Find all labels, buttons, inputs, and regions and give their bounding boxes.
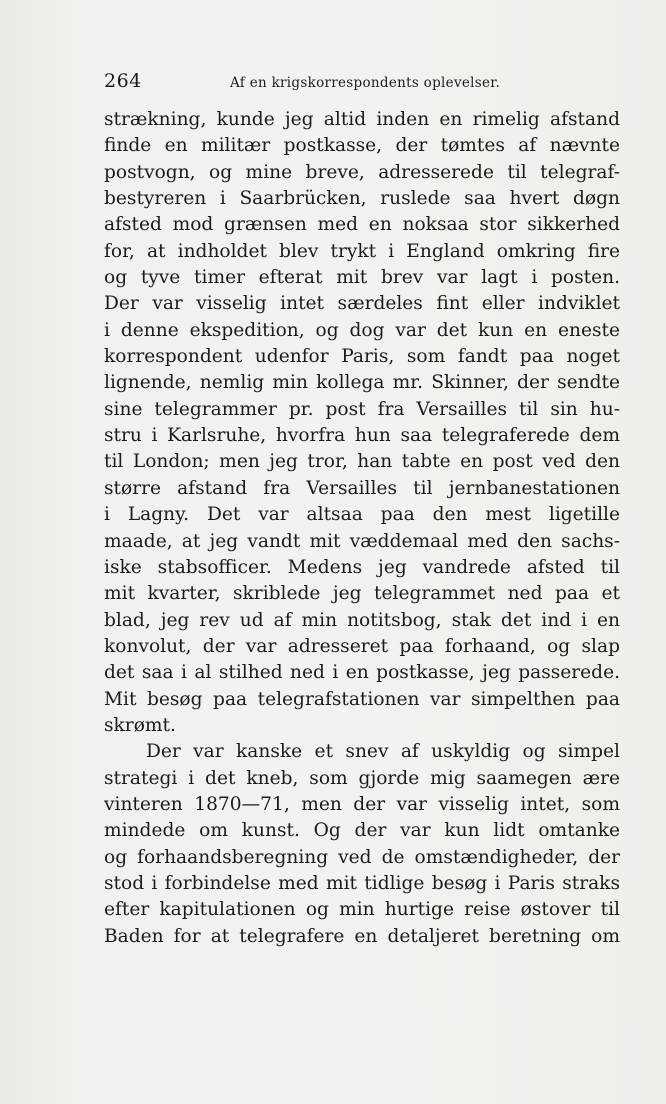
text-line: finde en militær postkasse, der tømtes af nævnte (104, 135, 620, 157)
text-line: korrespondent udenfor Paris, som fandt paa noget (104, 346, 620, 368)
text-line: skrømt. (104, 714, 176, 736)
text-line: iske stabsofficer. Medens jeg vandrede afsted til (104, 556, 620, 578)
text-line: lignende, nemlig min kollega mr. Skinner, der sendte (104, 372, 620, 394)
text-line: til London; men jeg tror, han tabte en post ved den (104, 451, 620, 473)
text-line: Mit besøg paa telegrafstationen var simpelthen paa (104, 688, 620, 710)
text-line: større afstand fra Versailles til jernbanestationen (104, 477, 620, 499)
text-line: sine telegrammer pr. post fra Versailles til sin hu- (104, 398, 620, 420)
text-line: postvogn, og mine breve, adresserede til telegraf- (104, 161, 620, 183)
text-line: strækning, kunde jeg altid inden en rimelig afstand (104, 109, 620, 130)
text-line: bestyreren i Saarbrücken, ruslede saa hvert døgn (104, 188, 620, 210)
text-line: og tyve timer efterat mit brev var lagt i posten. (104, 267, 620, 289)
text-line: efter kapitulationen og min hurtige reise østover til (104, 899, 620, 921)
text-line: og forhaandsberegning ved de omstændigheder, der (104, 846, 620, 868)
text-line: Der var kanske et snev af uskyldig og simpel (146, 741, 620, 763)
text-line: Der var visselig intet særdeles fint eller indviklet (104, 293, 620, 315)
text-line: vinteren 1870—71, men der var visselig intet, som (104, 793, 620, 815)
paragraph (104, 739, 620, 950)
text-line: for, at indholdet blev trykt i England omkring fire (104, 240, 620, 262)
text-line: i denne ekspedition, og dog var det kun en eneste (104, 319, 620, 341)
text-line: mindede om kunst. Og der var kun lidt omtanke (104, 820, 620, 842)
page-header (104, 70, 620, 100)
page-number: 264 (104, 70, 142, 92)
text-line: Baden for at telegrafere en detaljeret beretning om (104, 925, 620, 947)
text-line: maade, at jeg vandt mit væddemaal med den sachs- (104, 530, 620, 552)
text-line: i Lagny. Det var altsaa paa den mest ligetille (104, 504, 620, 526)
running-head: Af en krigskorrespondents oplevelser. (230, 75, 501, 91)
paragraph (104, 107, 620, 739)
body-text (104, 107, 620, 950)
text-line: stru i Karlsruhe, hvorfra hun saa telegraferede dem (104, 425, 620, 447)
text-line: konvolut, der var adresseret paa forhaand, og slap (104, 635, 620, 657)
text-line: strategi i det kneb, som gjorde mig saamegen ære (104, 767, 620, 789)
text-line: afsted mod grænsen med en noksaa stor sikkerhed (104, 214, 620, 236)
text-line: mit kvarter, skriblede jeg telegrammet ned paa et (104, 583, 620, 605)
text-line: stod i forbindelse med mit tidlige besøg i Paris straks (104, 872, 620, 894)
text-line: blad, jeg rev ud af min notitsbog, stak det ind i en (104, 609, 620, 631)
text-line: det saa i al stilhed ned i en postkasse, jeg passerede. (104, 662, 620, 684)
